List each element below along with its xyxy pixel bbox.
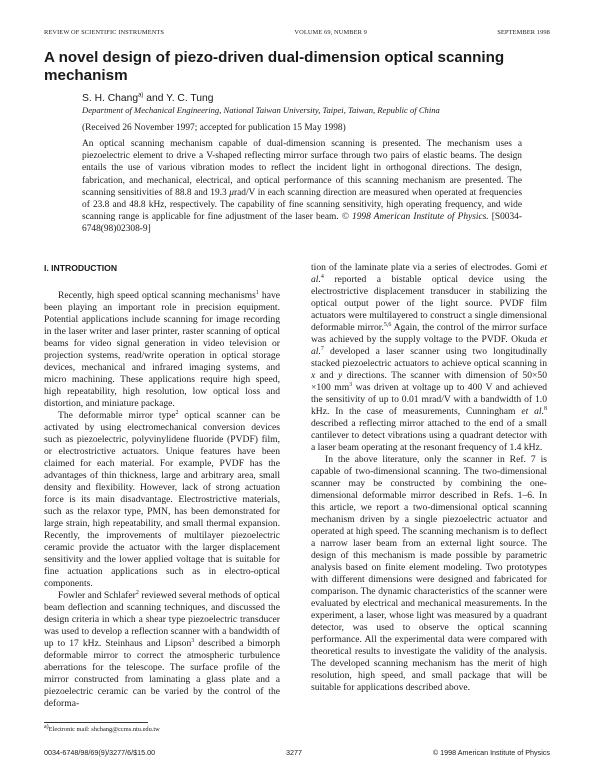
paragraph — [311, 454, 547, 694]
text-run: The deformable mirror type — [58, 409, 176, 421]
text-run: described a bimorph deformable mirror to correct the atmospheric turbulence aberrations for the telescope. The surface profile of the mirror constructed from laminating a glass plate and a piezoelectric ceramic can be varied by the control of the deforma- — [44, 637, 280, 709]
text-run: reviewed several methods of optical beam deflection and scanning techniques, and discussed the design criteria in which a shear type piezoelectric transducer was used to develop a reflection scanner with a bandwidth of up to 17 kHz. Steinhaus and Lipson — [44, 589, 280, 649]
text-run: developed a laser scanner using two longitudinally stacked piezoelectric actuators to achieve optical scanning in — [311, 345, 547, 369]
text-run: μ — [229, 187, 234, 198]
text-run: An optical scanning mechanism capable of dual-dimension scanning is presented. The mechanism uses a piezoelectric element to drive a V-shaped reflecting mirror surface through two pairs of elastic beams. The design entails the use of various vibration modes to reflect the incident light in orthogonal directions. The design, fabrication, and mechanical, electrical, and optical performance of this scanning mechanism are presented. The scanning sensitivities of 88.8 and 19.3 — [82, 139, 522, 198]
reference-superscript: 3 — [349, 381, 353, 388]
author-rest: and Y. C. Tung — [143, 93, 214, 104]
article-code: 0034-6748/98/69(9)/3277/6/$15.00 — [44, 747, 156, 757]
page-number: 3277 — [285, 747, 302, 757]
text-run: reported a bistable optical device using the electrostrictive displacement transducer in stabilizing the optical output power of the light source. PVDF film actuators were multilayered to construct a single dimensional deformable mirror. — [311, 273, 547, 333]
issue-date: SEPTEMBER 1998 — [497, 29, 550, 36]
footnotes — [44, 722, 280, 734]
paragraph — [44, 290, 280, 410]
affiliation: Department of Mechanical Engineering, National Taiwan University, Taipei, Taiwan, Republic of China — [82, 105, 440, 115]
text-run: [S0034-6748(98)02308-9] — [82, 212, 522, 235]
text-run: Recently, high speed optical scanning mechanisms — [58, 289, 256, 301]
reference-superscript: 2 — [175, 409, 179, 416]
text-run: directions. The scanner with dimension of 50×50 ×100 mm — [311, 369, 547, 393]
footnote-text: Electronic mail: shchang@ccms.ntu.edu.tw — [48, 725, 160, 733]
text-run: x — [311, 369, 316, 381]
text-run: was driven at voltage up to 400 V and achieved the sensitivity of up to 0.01 mrad/V with a bandwidth of 1.0 kHz. In the case of measurements, Cunningham — [311, 381, 547, 417]
reference-superscript: 1 — [255, 289, 259, 296]
paper-title: A novel design of piezo-driven dual-dimension optical scanning mechanism — [44, 49, 505, 84]
section-heading: I. INTRODUCTION — [44, 262, 118, 273]
right-column — [311, 262, 547, 694]
text-run: et al. — [521, 405, 544, 417]
reference-superscript: 5,6 — [383, 321, 392, 328]
volume-number: VOLUME 69, NUMBER 9 — [294, 29, 367, 36]
text-run: et al. — [311, 261, 547, 285]
paragraph — [44, 410, 280, 590]
text-run: have been playing an important role in precision equipment. Potential applications include scanning for image recording in the laser writer and laser printer, raster scanning of optical beams for video signal generation in video television or projection systems, read/write operation in optical storage devices, mechanical and infrared imaging systems, and micro machining. These applications require high speed, high repeatability, high resolution, low optical loss and distortion, and miniature package. — [44, 289, 281, 409]
text-run: described a reflecting mirror attached to the end of a small cantilever to detect vibrations using a quadrant detector with a laser beam operating at the resonant frequency of 1.4 kHz. — [311, 417, 547, 453]
text-run: optical scanner can be activated by using electromechanical conversion devices such as piezoelectric, polyvinylidene fluoride (PVDF) film, or electrostrictive actuators. Unique features have been claimed for each material. For example, PVDF has the advantages of thin thickness, large and arbitrary area, small density and flexibility. However, lack of strong actuation force is its main disadvantage. Electrostrictive materials, such as the relaxor type, PMN, has been demonstrated for large strain, high repeatability, and small thermal expansion. Recently, the improvements of multilayer piezoelectric ceramic provide the actuator with the larger displacement sensitivity and the lower applied voltage that is suitable for fine actuation applications such as in electro-optical components. — [44, 409, 280, 589]
text-run: et al. — [311, 333, 547, 357]
page-footer — [44, 748, 550, 757]
front-matter — [82, 92, 522, 236]
reference-superscript: 2 — [135, 589, 139, 596]
author-first: S. H. Chang — [82, 93, 139, 104]
text-run: tion of the laminate plate via a series of electrodes. Gomi — [311, 261, 541, 273]
body-columns — [44, 262, 550, 734]
paragraph — [311, 262, 547, 454]
text-run: Fowler and Schlafer — [58, 589, 136, 601]
authors — [82, 92, 522, 105]
journal-name: REVIEW OF SCIENTIFIC INSTRUMENTS — [44, 29, 165, 36]
text-run: y — [337, 369, 343, 381]
author-footnote-mark: a) — [138, 92, 144, 99]
reference-superscript: 3 — [191, 637, 195, 644]
left-column-wrapper — [44, 262, 280, 734]
received-dates: (Received 26 November 1997; accepted for publication 15 May 1998) — [82, 123, 346, 133]
running-head — [44, 29, 550, 37]
text-run: Again, the control of the mirror surface was achieved by the supply voltage to the PVDF. Okuda — [311, 321, 547, 345]
abstract — [82, 138, 522, 236]
text-run: In the above literature, only the scanner in Ref. 7 is capable of two-dimensional scanning. The two-dimensional scanner may be constructed by combining the one-dimensional deformable mirror described in Refs. 1–6. In this article, we report a two-dimensional optical scanning mechanism driven by a single piezoelectric actuator and operated at high speed. The scanning mechanism is to deflect a narrow laser beam from an external light source. The design of this mechanism is made possible by parametric analysis based on finite element modeling. Two prototypes with different dimensions were designed and fabricated for comparison. The dynamic characteristics of the scanner were evaluated by electrical and mechanical measurements. In the experiment, a laser, whose light was measured by a quadrant detector, was used to observe the optical scanning performance. All the experimental data were compared with theoretical results to investigate the validity of the analysis. The developed scanning mechanism has the merit of high resolution, high speed, and small package that will be suitable for applications described above. — [311, 453, 547, 693]
left-column — [44, 290, 280, 710]
text-run: rad/V in each scanning direction are measured when operated at frequencies of 23.8 and 48.8 kHz, respectively. The capability of fine scanning sensitivity, high operating frequency, and wide scanning range is applicable for fine adjustment of the laser beam. — [82, 187, 522, 223]
footnote-rule — [44, 722, 148, 723]
reference-superscript: 4 — [320, 273, 324, 280]
footnote — [44, 723, 280, 734]
text-run: and — [315, 369, 338, 381]
reference-superscript: 8 — [544, 405, 547, 412]
text-run: © 1998 American Institute of Physics. — [341, 212, 489, 223]
reference-superscript: 7 — [320, 345, 324, 352]
paragraph — [44, 590, 280, 710]
copyright: © 1998 American Institute of Physics — [432, 747, 550, 757]
footnote-mark: a) — [44, 723, 49, 730]
